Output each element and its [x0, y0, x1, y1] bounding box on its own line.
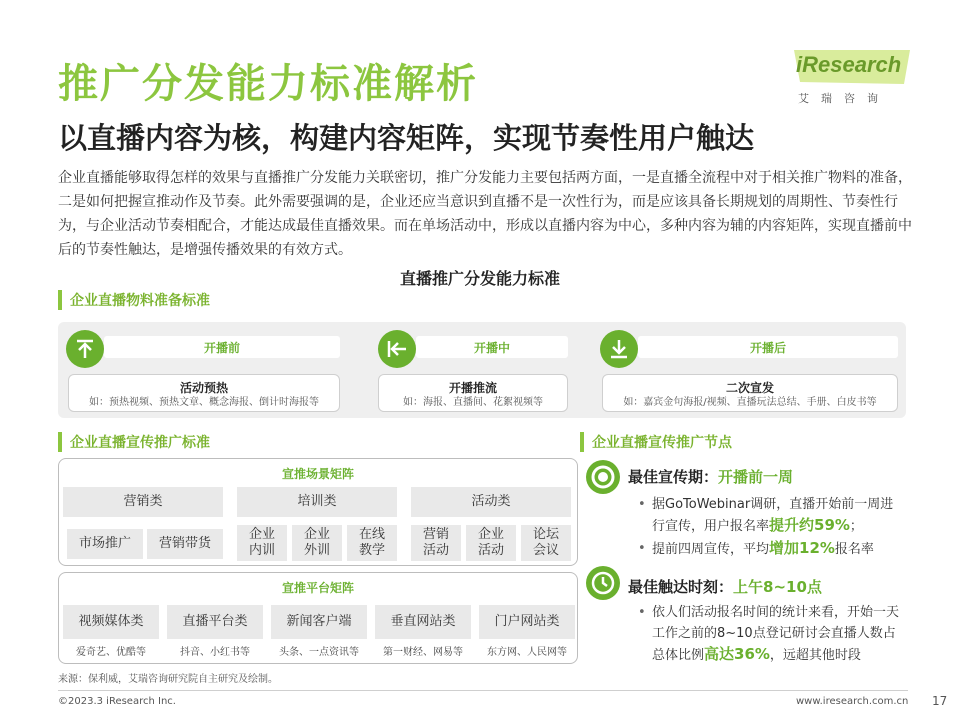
platform-box: 直播平台类	[167, 605, 263, 639]
platform-box: 新闻客户端	[271, 605, 367, 639]
arrow-left-icon	[378, 330, 416, 368]
phase-label-before: 开播前	[104, 336, 340, 358]
best-period-bullet-2: • 提前四周宣传，平均增加12%报名率	[638, 539, 874, 557]
phase-card-desc: 如：嘉宾金句海报/视频、直播玩法总结、手册、白皮书等	[623, 397, 877, 408]
best-period-bullet-1: • 据GoToWebinar调研，直播开始前一周进行宣传，用户报名率提升约59%；	[638, 497, 894, 534]
phase-card-desc: 如：海报、直播间、花絮视频等	[403, 397, 543, 408]
bullet-text: 报名率	[834, 542, 874, 557]
scene-item: 营销带货	[147, 529, 223, 559]
bullet-text: 依人们活动报名时间的统计来看，开始一天工作之前的8~10点登记研讨会直播人数占总体比例	[652, 605, 900, 663]
platform-box: 门户网站类	[479, 605, 575, 639]
materials-heading	[58, 290, 210, 310]
bullet-text: 据GoToWebinar调研，直播开始前一周进行宣传，用户报名率	[652, 497, 894, 534]
heading-bar	[58, 432, 62, 452]
platform-matrix-frame	[58, 572, 578, 664]
logo-wordmark: iResearch	[796, 52, 902, 77]
best-period-title	[628, 466, 793, 487]
bullet-highlight: 提升约59%	[769, 516, 850, 534]
best-period-label: 最佳宣传期：	[628, 468, 719, 486]
promotion-heading-text: 企业直播宣传推广标准	[70, 435, 210, 451]
best-time-bullet-1: • 依人们活动报名时间的统计来看，开始一天工作之前的8~10点登记研讨会直播人数占总体比例高达36%，远超其他时段	[638, 605, 900, 663]
phase-card-desc: 如：预热视频、预热文章、概念海报、倒计时海报等	[89, 397, 319, 408]
nodes-heading-text: 企业直播宣传推广节点	[592, 435, 732, 451]
scene-matrix-title: 宣推场景矩阵	[281, 467, 354, 481]
scene-item: 企业内训	[237, 525, 287, 561]
phase-card-after	[602, 374, 898, 412]
website-url: www.iresearch.com.cn	[796, 696, 909, 707]
phase-label-after: 开播后	[638, 336, 898, 358]
platform-examples: 抖音、小红书等	[180, 647, 250, 658]
scene-item: 营销活动	[411, 525, 461, 561]
platform-examples: 爱奇艺、优酷等	[76, 647, 146, 658]
platform-box: 视频媒体类	[63, 605, 159, 639]
footer-divider	[58, 690, 908, 691]
scene-item: 企业活动	[466, 525, 516, 561]
phase-card-title: 开播推流	[448, 381, 497, 395]
phase-card-title: 二次宣发	[725, 381, 774, 395]
phase-card-before	[68, 374, 340, 412]
scene-item: 市场推广	[67, 529, 143, 559]
promotion-heading	[58, 432, 210, 452]
best-time-title	[628, 576, 822, 597]
clock-icon	[586, 566, 620, 600]
heading-bar	[580, 432, 584, 452]
materials-heading-text: 企业直播物料准备标准	[70, 293, 210, 309]
logo-subtext: 艾瑞咨询	[798, 92, 890, 105]
arrow-down-icon	[600, 330, 638, 368]
scene-matrix-frame	[58, 458, 578, 566]
diagram-title: 直播推广分发能力标准	[399, 269, 560, 288]
bullet-highlight: 高达36%	[704, 645, 770, 663]
heading-bar	[58, 290, 62, 310]
platform-examples: 东方网、人民网等	[487, 647, 567, 658]
arrow-up-icon	[66, 330, 104, 368]
page-subtitle: 以直播内容为核，构建内容矩阵，实现节奏性用户触达	[58, 121, 755, 155]
best-period-value: 开播前一周	[718, 468, 794, 486]
source-note: 来源：保利威，艾瑞咨询研究院自主研究及绘制。	[58, 674, 278, 685]
bullet-text: 提前四周宣传，平均	[652, 542, 770, 557]
platform-examples: 第一财经、网易等	[383, 647, 463, 658]
materials-panel	[58, 322, 906, 418]
phase-label-during: 开播中	[416, 336, 568, 358]
page-title: 推广分发能力标准解析	[58, 61, 478, 107]
platform-box: 垂直网站类	[375, 605, 471, 639]
platform-matrix-title: 宣推平台矩阵	[281, 581, 354, 595]
scene-group-events: 活动类	[411, 487, 571, 517]
bullet-text: ；	[849, 519, 863, 534]
best-time-label: 最佳触达时刻：	[628, 578, 734, 596]
copyright: ©2023.3 iResearch Inc.	[58, 696, 176, 707]
phase-card-during	[378, 374, 568, 412]
scene-group-marketing: 营销类	[63, 487, 223, 517]
scene-item: 论坛会议	[521, 525, 571, 561]
intro-paragraph: 企业直播能够取得怎样的效果与直播推广分发能力关联密切，推广分发能力主要包括两方面，一是直播全流程中对于相关推广物料的准备，二是如何把握宣推动作及节奏。此外需要强调的是，企业还应当意识到直播不是一次性行为，而是应该具备长期规划的周期性、节奏性行为，与企业活动节奏相配合，才能达成最佳直播效果。而在单场活动中，形成以直播内容为中心，多种内容为辅的内容矩阵，实现直播前中后的节奏性触达，是增强传播效果的有效方式。	[58, 170, 912, 258]
iresearch-logo	[792, 46, 916, 108]
target-icon	[586, 460, 620, 494]
best-time-value: 上午8~10点	[733, 578, 822, 596]
phase-card-title: 活动预热	[179, 381, 228, 395]
scene-item: 企业外训	[292, 525, 342, 561]
platform-examples: 头条、一点资讯等	[279, 647, 359, 658]
bullet-text: ，远超其他时段	[769, 648, 861, 663]
bullet-highlight: 增加12%	[769, 539, 835, 557]
nodes-heading	[580, 432, 732, 452]
scene-group-training: 培训类	[237, 487, 397, 517]
scene-item: 在线教学	[347, 525, 397, 561]
page-number: 17	[932, 694, 948, 708]
